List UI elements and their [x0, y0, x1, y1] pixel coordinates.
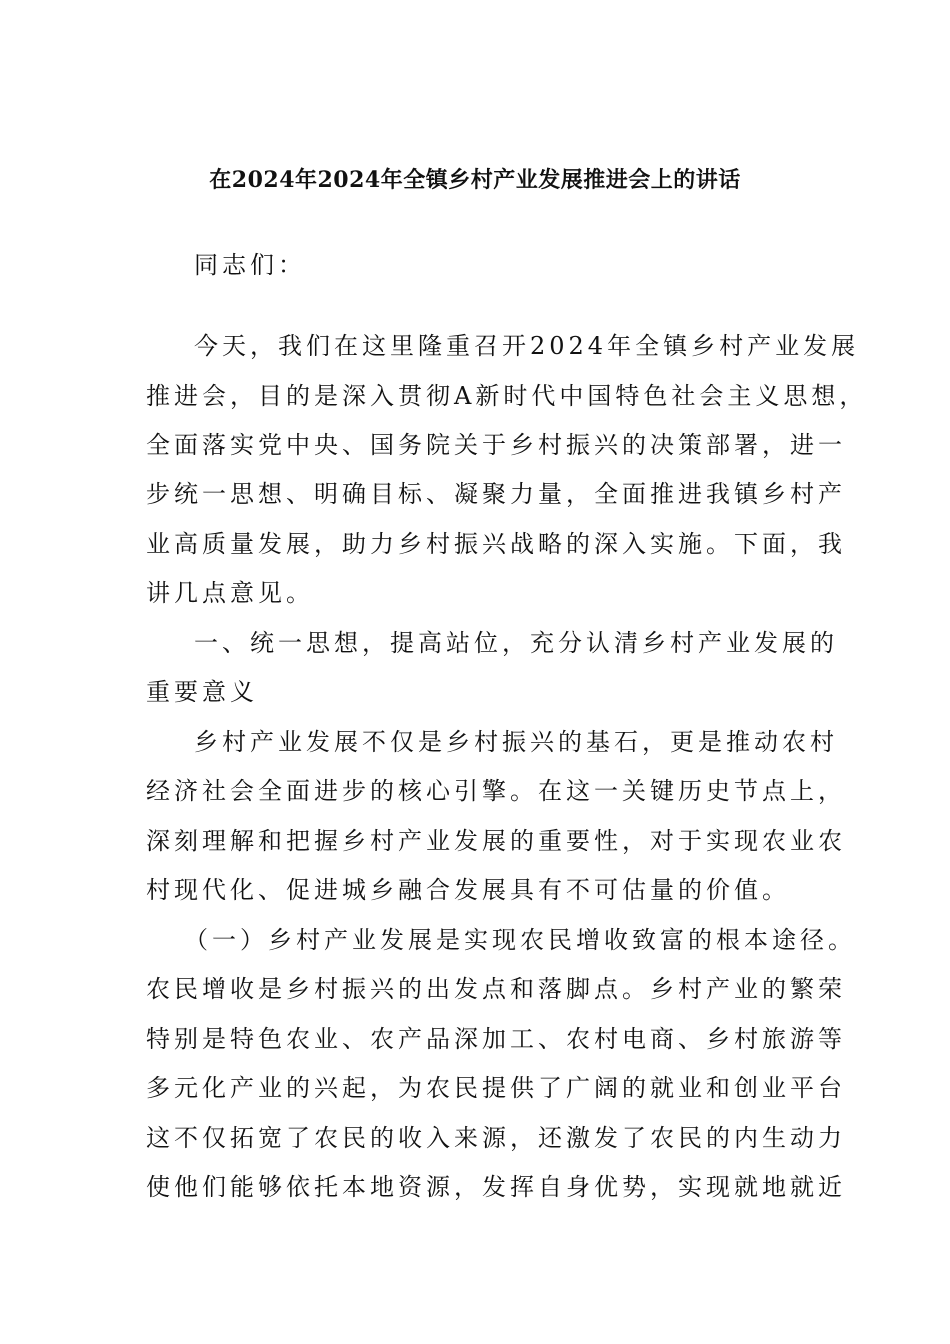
greeting-line: 同志们：	[194, 251, 306, 279]
paragraph-line: 使他们能够依托本地资源，发挥自身优势，实现就地就近	[146, 1173, 846, 1201]
paragraph-line: 全面落实党中央、国务院关于乡村振兴的决策部署，进一	[146, 431, 846, 459]
paragraph-line: 讲几点意见。	[146, 579, 314, 607]
paragraph-line: 步统一思想、明确目标、凝聚力量，全面推进我镇乡村产	[146, 480, 846, 508]
paragraph-line: 今天，我们在这里隆重召开2024年全镇乡村产业发展	[194, 332, 860, 360]
paragraph-line: 推进会，目的是深入贯彻A新时代中国特色社会主义思想，	[146, 382, 868, 410]
paragraph-line: 农民增收是乡村振兴的出发点和落脚点。乡村产业的繁荣	[146, 975, 846, 1003]
section-heading-line: 一、统一思想，提高站位，充分认清乡村产业发展的	[194, 629, 838, 657]
subsection-heading-line: （一）乡村产业发展是实现农民增收致富的根本途径。	[184, 926, 856, 954]
paragraph-line: 多元化产业的兴起，为农民提供了广阔的就业和创业平台	[146, 1074, 846, 1102]
paragraph-line: 乡村产业发展不仅是乡村振兴的基石，更是推动农村	[194, 728, 838, 756]
paragraph-line: 深刻理解和把握乡村产业发展的重要性，对于实现农业农	[146, 827, 846, 855]
paragraph-line: 特别是特色农业、农产品深加工、农村电商、乡村旅游等	[146, 1025, 846, 1053]
section-heading-line: 重要意义	[146, 678, 258, 706]
paragraph-line: 业高质量发展，助力乡村振兴战略的深入实施。下面，我	[146, 530, 846, 558]
document-title: 在2024年2024年全镇乡村产业发展推进会上的讲话	[209, 167, 741, 193]
paragraph-line: 经济社会全面进步的核心引擎。在这一关键历史节点上，	[146, 777, 846, 805]
paragraph-line: 这不仅拓宽了农民的收入来源，还激发了农民的内生动力	[146, 1124, 846, 1152]
paragraph-line: 村现代化、促进城乡融合发展具有不可估量的价值。	[146, 876, 790, 904]
